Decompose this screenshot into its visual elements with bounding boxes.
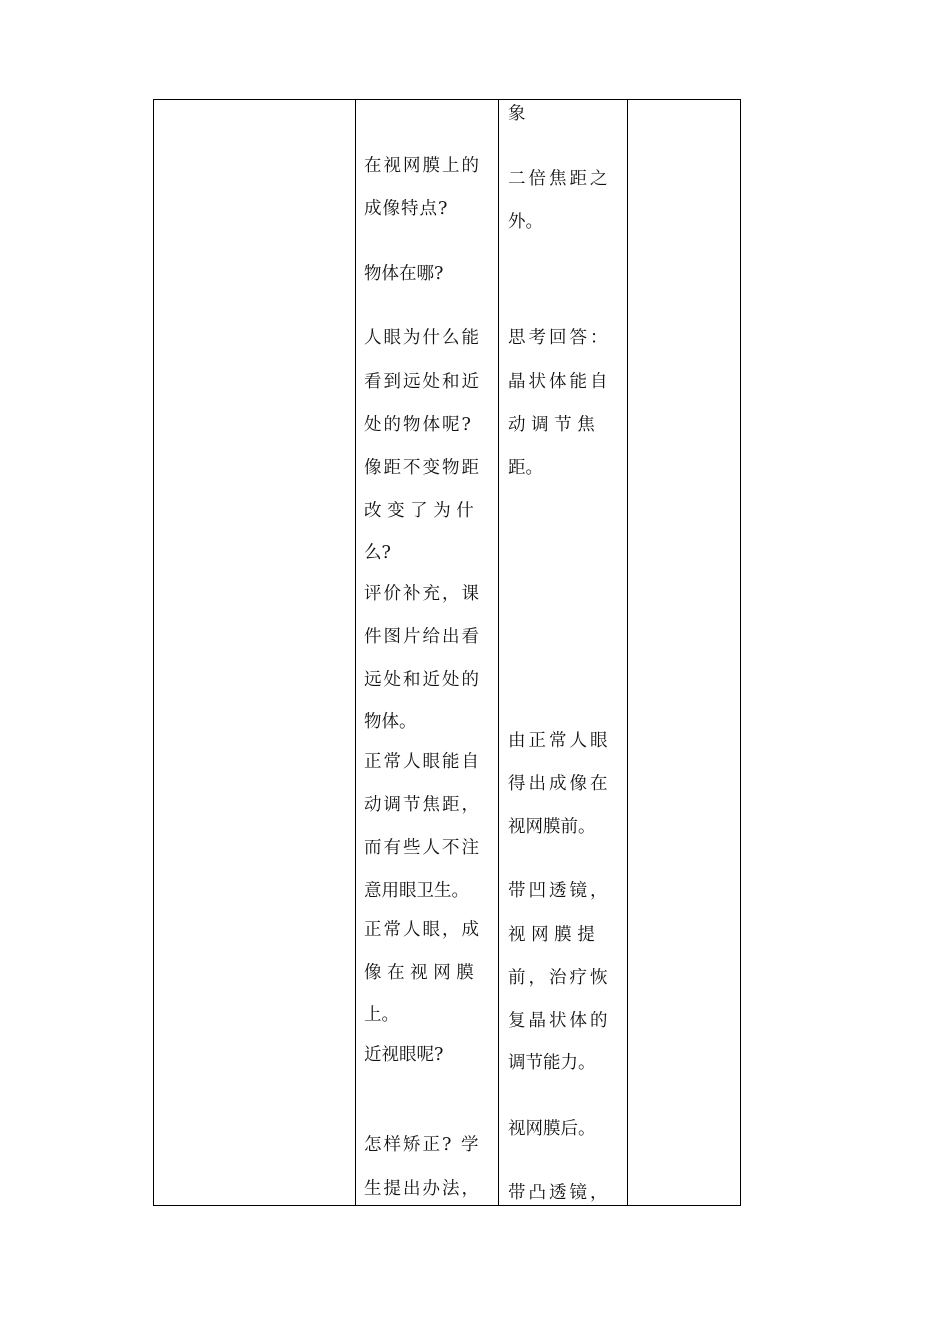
teacher-text-line: 么? <box>364 543 391 563</box>
teacher-text-line: 上。 <box>364 1005 399 1025</box>
student-text-line: 视 网 膜 提 <box>508 925 595 945</box>
teacher-text-line: 看到远处和近 <box>364 372 481 392</box>
student-text-line: 得出成像在 <box>508 774 611 794</box>
student-text-line: 距。 <box>508 458 543 478</box>
teacher-text-line: 正常人眼，成 <box>364 920 481 940</box>
student-text-line: 象 <box>508 104 526 124</box>
student-text-line: 带凸透镜， <box>508 1183 611 1203</box>
column-divider-1 <box>355 100 356 1205</box>
student-text-line: 晶状体能自 <box>508 372 611 392</box>
student-text-line: 外。 <box>508 212 543 232</box>
teacher-text-line: 动调节焦距， <box>364 795 481 815</box>
teacher-text-line: 近视眼呢? <box>364 1045 444 1065</box>
teacher-text-line: 像 在 视 网 膜 <box>364 963 474 983</box>
teacher-text-line: 意用眼卫生。 <box>364 881 469 901</box>
student-text-line: 前，治疗恢 <box>508 968 611 988</box>
teacher-text-line: 物体在哪? <box>364 264 444 284</box>
student-text-line: 视网膜后。 <box>508 1119 596 1139</box>
teacher-text-line: 在视网膜上的 <box>364 156 481 176</box>
teacher-text-line: 远处和近处的 <box>364 670 481 690</box>
teacher-text-line: 而有些人不注 <box>364 838 481 858</box>
teacher-text-line: 正常人眼能自 <box>364 752 481 772</box>
teacher-text-line: 物体。 <box>364 712 417 732</box>
teacher-text-line: 怎样矫正? 学 <box>364 1135 481 1155</box>
teacher-text-line: 生提出办法， <box>364 1179 481 1199</box>
student-text-line: 视网膜前。 <box>508 817 596 837</box>
teacher-text-line: 成像特点? <box>364 199 449 219</box>
teacher-text-line: 改 变 了 为 什 <box>364 501 474 521</box>
student-text-line: 由正常人眼 <box>508 731 611 751</box>
student-text-line: 带凹透镜， <box>508 881 611 901</box>
student-text-line: 二倍焦距之 <box>508 169 611 189</box>
teacher-text-line: 像距不变物距 <box>364 458 481 478</box>
teacher-text-line: 人眼为什么能 <box>364 328 481 348</box>
student-text-line: 思考回答： <box>508 328 611 348</box>
student-text-line: 动 调 节 焦 <box>508 415 595 435</box>
teacher-text-line: 处的物体呢? <box>364 415 473 435</box>
column-divider-2 <box>498 100 499 1205</box>
teacher-text-line: 件图片给出看 <box>364 627 481 647</box>
lesson-table <box>153 99 741 1206</box>
student-text-line: 调节能力。 <box>508 1053 596 1073</box>
column-divider-3 <box>627 100 628 1205</box>
teacher-text-line: 评价补充，课 <box>364 584 481 604</box>
student-text-line: 复晶状体的 <box>508 1011 611 1031</box>
